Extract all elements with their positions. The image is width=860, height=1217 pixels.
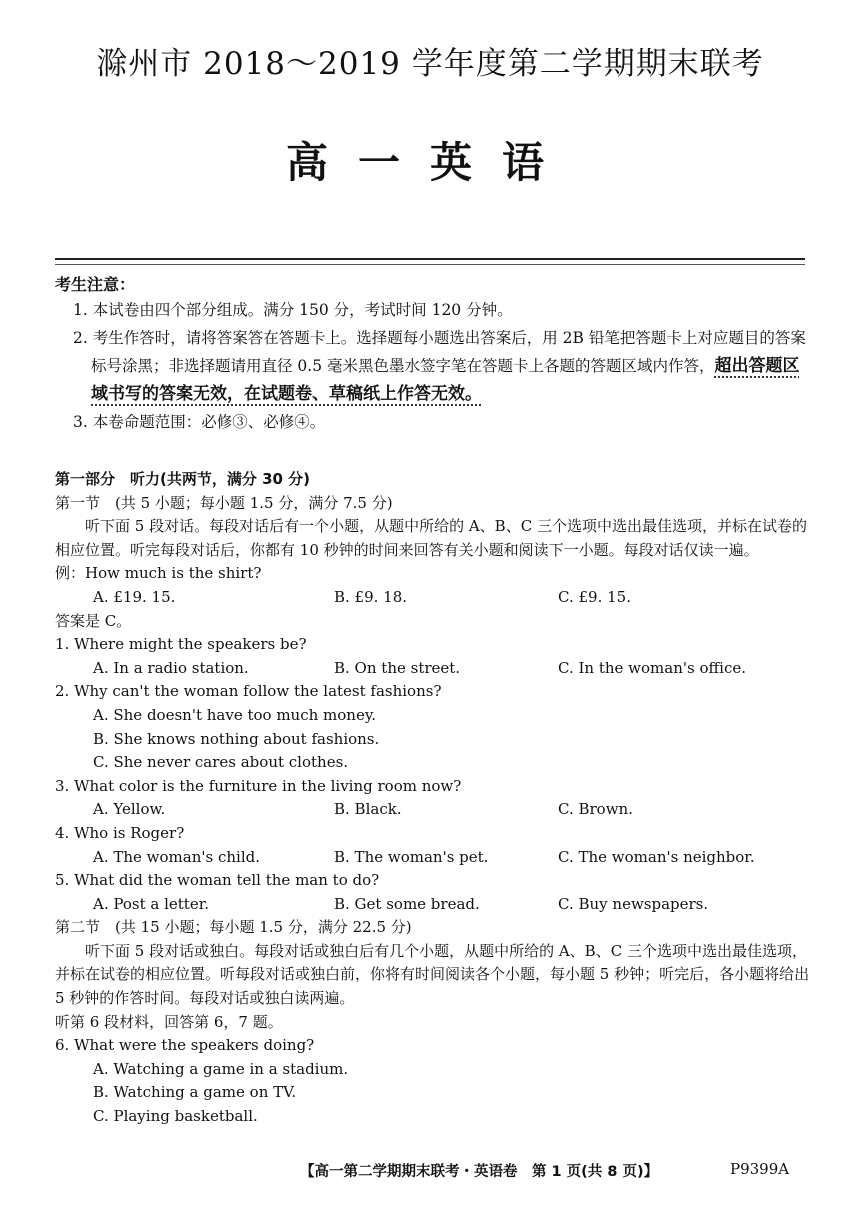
notice-item-3: 3. 本卷命题范围：必修③、必修④。 (73, 413, 326, 431)
section1-heading: 第一节 (共 5 小题；每小题 1.5 分，满分 7.5 分) (55, 493, 393, 512)
divider-thick (55, 258, 805, 260)
question-4: 4. Who is Roger? (55, 823, 185, 842)
footer-code: P9399A (730, 1160, 790, 1178)
option-c: C. In the woman's office. (558, 658, 746, 677)
example-question: 例：How much is the shirt? (55, 564, 262, 583)
question-5: 5. What did the woman tell the man to do? (55, 871, 380, 890)
option-b: B. Get some bread. (334, 894, 480, 913)
option-a: A. Post a letter. (93, 894, 209, 913)
option-a: A. The woman's child. (93, 847, 260, 866)
divider-thin (55, 264, 805, 265)
option-a: A. Watching a game in a stadium. (93, 1059, 349, 1078)
notice-heading: 考生注意： (55, 275, 136, 294)
option-a: A. Yellow. (93, 800, 166, 819)
notice-emphasis: 超出答题区域书写的答案无效，在试题卷、草稿纸上作答无效。 (91, 356, 800, 404)
question-3: 3. What color is the furniture in the living room now? (55, 776, 462, 795)
example-options (55, 586, 820, 610)
option-b: B. £9. 18. (334, 587, 408, 606)
option-c: C. She never cares about clothes. (93, 753, 349, 772)
question-5-options (55, 893, 820, 917)
section1-instructions: 听下面 5 段对话。每段对话后有一个小题，从题中所给的 A、B、C 三个选项中选出最佳选项，并标在试卷的相应位置。听完每段对话后，你都有 10 秒钟的时间来回答有关小题和阅读下一小题。每段对话仅读一遍。 (55, 517, 807, 559)
exam-body (55, 468, 820, 1129)
option-a: A. In a radio station. (93, 658, 249, 677)
question-1-options (55, 657, 820, 681)
option-a: A. £19. 15. (93, 587, 176, 606)
option-c: C. The woman's neighbor. (558, 847, 755, 866)
question-6: 6. What were the speakers doing? (55, 1036, 315, 1055)
question-2: 2. Why can't the woman follow the latest fashions? (55, 682, 442, 701)
question-1: 1. Where might the speakers be? (55, 635, 307, 654)
notice-item-1: 1. 本试卷由四个部分组成。满分 150 分，考试时间 120 分钟。 (73, 301, 513, 319)
option-c: C. Buy newspapers. (558, 894, 709, 913)
option-b: B. The woman's pet. (334, 847, 489, 866)
option-b: B. On the street. (334, 658, 461, 677)
option-b: B. Watching a game on TV. (93, 1083, 297, 1102)
subject-title: 高一英语 (285, 138, 574, 187)
footer-page-info: 【高一第二学期期末联考・英语卷 第 1 页(共 8 页)】 (300, 1164, 659, 1180)
option-c: C. £9. 15. (558, 587, 631, 606)
question-4-options (55, 846, 820, 870)
notice-list (55, 296, 815, 436)
option-b: B. Black. (334, 800, 402, 819)
material-note: 听第 6 段材料，回答第 6，7 题。 (55, 1012, 283, 1031)
option-a: A. She doesn't have too much money. (93, 705, 377, 724)
section2-heading: 第二节 (共 15 小题；每小题 1.5 分，满分 22.5 分) (55, 918, 412, 937)
notice-item-2: 2. 考生作答时，请将答案答在答题卡上。选择题每小题选出答案后，用 2B 铅笔把答题卡上对应题目的答案标号涂黑；非选择题请用直径 0.5 毫米黑色墨水签字笔在答题卡上各题的答题区域内作答，超出答题区域书写的答案无效，在试题卷、草稿纸上作答无效。 (73, 329, 806, 404)
option-c: C. Brown. (558, 800, 633, 819)
question-3-options (55, 798, 820, 822)
option-b: B. She knows nothing about fashions. (93, 729, 380, 748)
part1-heading: 第一部分 听力(共两节，满分 30 分) (55, 470, 311, 488)
exam-title: 滁州市 2018～2019 学年度第二学期期末联考 (96, 46, 764, 82)
example-answer: 答案是 C。 (55, 611, 132, 630)
option-c: C. Playing basketball. (93, 1107, 258, 1126)
section2-instructions: 听下面 5 段对话或独白。每段对话或独白后有几个小题，从题中所给的 A、B、C 三个选项中选出最佳选项，并标在试卷的相应位置。听每段对话或独白前，你将有时间阅读各个小题，每小题 5 秒钟；听完后，各小题将给出 5 秒钟的作答时间。每段对话或独白读两遍。 (55, 941, 810, 1008)
